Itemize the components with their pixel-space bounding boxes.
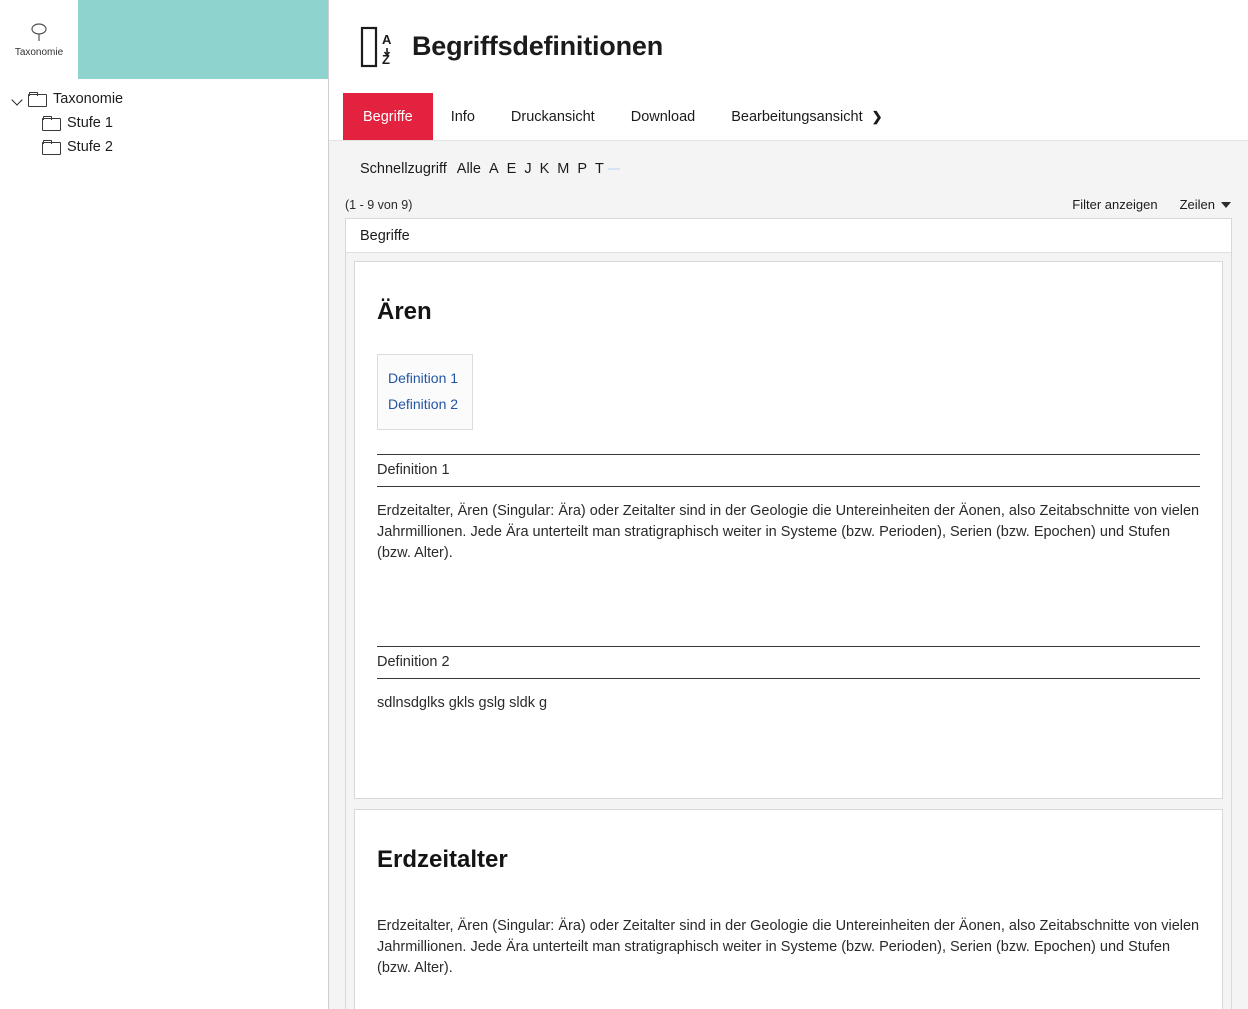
sidebar-header (0, 0, 328, 79)
result-count: (1 - 9 von 9) (345, 198, 413, 212)
tree-item-stufe-2[interactable] (0, 135, 328, 159)
definition-heading-2: Definition 2 (377, 647, 1200, 679)
main-content (329, 0, 1248, 1009)
tab-info[interactable] (433, 93, 493, 140)
sidebar-accent-bar (78, 0, 328, 79)
tab-label: Download (630, 108, 696, 125)
tab-begriffe[interactable] (343, 93, 433, 140)
tab-label: Druckansicht (510, 108, 595, 125)
folder-icon (42, 116, 60, 130)
tab-label: Info (450, 108, 475, 125)
taxonomy-tree (0, 79, 328, 159)
definition-text-2: sdlnsdglks gkls gslg sldk g (377, 695, 548, 711)
definition-link-2[interactable]: Definition 2 (388, 396, 459, 412)
tab-download[interactable] (613, 93, 714, 140)
quick-letter-selected[interactable] (608, 168, 620, 170)
begriffe-panel (345, 218, 1232, 1009)
definition-links (377, 354, 473, 430)
tree-item-taxonomie[interactable] (0, 87, 328, 111)
filter-toggle[interactable]: Filter anzeigen (1072, 197, 1158, 212)
definition-text-1: Erdzeitalter, Ären (Singular: Ära) oder Zeitalter sind in der Geologie die Untereinheiten der Äonen, also Zeitabschnitte von vielen Jahrmillionen. Jede Ära unterteilt man stratigraphisch weiter in Systeme (bzw. Perioden), Serien (bzw. Epochen) und Stufen (bzw. Alter). (377, 503, 1200, 561)
result-controls (1072, 197, 1231, 212)
tab-bar (329, 93, 1248, 141)
tree-item-label: Stufe 1 (67, 115, 113, 131)
quick-access-bar (329, 141, 1248, 197)
folder-icon (42, 140, 60, 154)
tree-icon (28, 22, 50, 44)
svg-text:A: A (382, 31, 392, 47)
tab-bearbeitungsansicht[interactable] (713, 93, 900, 140)
svg-text:Z: Z (382, 51, 390, 67)
sidebar-tab-taxonomie[interactable] (0, 0, 78, 79)
begriff-card-erdzeitalter (354, 809, 1223, 1009)
tree-item-label: Stufe 2 (67, 139, 113, 155)
chevron-down-icon (1221, 202, 1231, 208)
tree-item-label: Taxonomie (53, 91, 124, 107)
sidebar-tab-label: Taxonomie (14, 46, 64, 58)
page-title: Begriffsdefinitionen (412, 31, 663, 61)
chevron-right-icon: ❯ (871, 108, 883, 124)
quick-access-label: Schnellzugriff (360, 161, 447, 177)
definition-text-1: Erdzeitalter, Ären (Singular: Ära) oder Zeitalter sind in der Geologie die Untereinheiten der Äonen, also Zeitabschnitte von vielen Jahrmillionen. Jede Ära unterteilt man stratigraphisch weiter in Systeme (bzw. Perioden), Serien (bzw. Epochen) und Stufen (bzw. Alter). (377, 918, 1200, 976)
definition-heading-1: Definition 1 (377, 455, 1200, 487)
az-list-icon (360, 24, 396, 70)
tab-label: Bearbeitungsansicht (731, 108, 863, 125)
page-header (329, 0, 1248, 93)
tab-druckansicht[interactable] (493, 93, 613, 140)
begriff-title: Erdzeitalter (377, 846, 508, 873)
begriff-card-aeren (354, 261, 1223, 799)
result-meta-bar (329, 197, 1248, 218)
panel-header: Begriffe (346, 219, 1231, 253)
chevron-down-icon[interactable] (10, 91, 26, 107)
sidebar (0, 0, 329, 1009)
rows-label: Zeilen (1179, 197, 1215, 212)
panel-body (346, 253, 1231, 1009)
begriff-title: Ären (377, 298, 432, 325)
quick-letter-e[interactable]: E (506, 161, 517, 177)
quick-letter-k[interactable]: K (539, 161, 550, 177)
quick-letter-t[interactable]: T (595, 161, 604, 177)
folder-icon (28, 92, 46, 106)
quick-letter-a[interactable]: A (488, 161, 499, 177)
quick-letter-j[interactable]: J (524, 161, 532, 177)
quick-letter-alle[interactable]: Alle (456, 161, 481, 177)
quick-letter-m[interactable]: M (557, 161, 570, 177)
definition-link-1[interactable]: Definition 1 (388, 370, 459, 386)
quick-letter-p[interactable]: P (577, 161, 587, 177)
tab-label: Begriffe (363, 108, 413, 125)
rows-dropdown[interactable] (1180, 197, 1231, 212)
tree-item-stufe-1[interactable] (0, 111, 328, 135)
quick-access-letters (453, 160, 620, 178)
